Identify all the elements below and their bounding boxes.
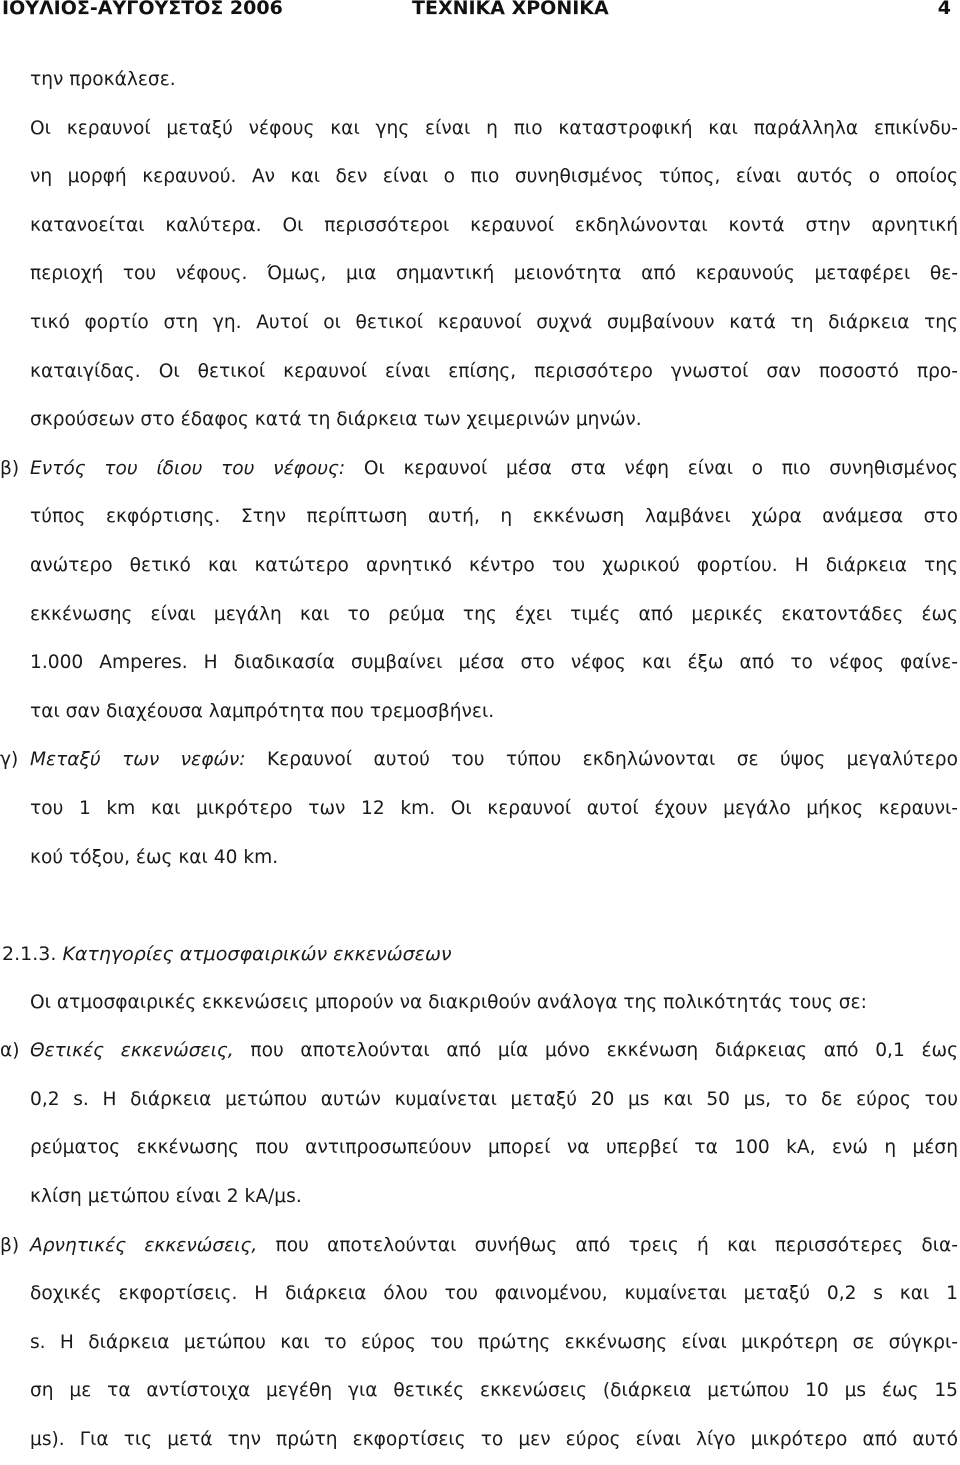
text-line: δοχικές εκφορτίσεις. Η διάρκεια όλου του φαινομένου, κυμαίνεται μεταξύ 0,2 s και 1 (30, 1283, 958, 1305)
list-item-intracloud (0, 445, 958, 737)
section-heading (2, 930, 958, 979)
text-line: κού τόξου, έως και 40 km. (30, 846, 279, 868)
paragraph-cloud-to-ground (30, 105, 958, 445)
header-publication-title: ΤΕΧΝΙΚΑ ΧΡΟΝΙΚΑ (412, 0, 609, 19)
text-line: 1.000 Amperes. Η διαδικασία συμβαίνει μέσα στο νέφος και έξω από το νέφος φαίνε- (30, 652, 958, 674)
text-line: κλίση μετώπου είναι 2 kA/μs. (30, 1186, 302, 1208)
text-line: μs). Για τις μετά την πρώτη εκφορτίσεις το μεν εύρος είναι λίγο μικρότερο από αυτό (30, 1429, 958, 1451)
list-item-negative-discharges (0, 1222, 959, 1465)
text-line: κατανοείται καλύτερα. Οι περισσότεροι κεραυνοί εκδηλώνονται κοντά στην αρνητική (30, 214, 958, 236)
text-line: ρεύματος εκκένωσης που αντιπροσωπεύουν μπορεί να υπερβεί τα 100 kA, ενώ η μέση (30, 1137, 958, 1159)
text-line: καταιγίδας. Οι θετικοί κεραυνοί είναι επίσης, περισσότερο γνωστοί σαν ποσοστό προ- (30, 360, 958, 382)
header-issue-date: ΙΟΥΛΙΟΣ-ΑΥΓΟΥΣΤΟΣ 2006 (2, 0, 283, 19)
text-line (30, 445, 958, 494)
section-number: 2.1.3. (2, 943, 57, 966)
text-line (30, 1222, 958, 1271)
list-marker: α) (0, 1040, 20, 1062)
section-title: Κατηγορίες ατμοσφαιρικών εκκενώσεων (62, 943, 452, 966)
page-header (0, 0, 960, 24)
document-body (0, 56, 959, 1465)
paragraph-intro (30, 979, 958, 1028)
list-marker: β) (0, 457, 20, 479)
paragraph-continuation (30, 56, 958, 105)
text-line: Οι κεραυνοί μεταξύ νέφους και γης είναι η πιο καταστροφική και παράλληλα επικίνδυ- (30, 117, 958, 139)
text-line (30, 1027, 958, 1076)
header-page-number: 4 (937, 0, 951, 19)
list-marker: β) (0, 1234, 20, 1256)
list-marker: γ) (0, 749, 19, 771)
text-line: τύπος εκφόρτισης. Στην περίπτωση αυτή, η εκκένωση λαμβάνει χώρα ανάμεσα στο (30, 506, 958, 528)
section-heading-line (2, 930, 958, 979)
text-line: ση με τα αντίστοιχα μεγέθη για θετικές εκκενώσεις (διάρκεια μετώπου 10 μs έως 15 (30, 1380, 958, 1402)
item-term: Θετικές εκκενώσεις, (30, 1040, 234, 1062)
text-line: 0,2 s. Η διάρκεια μετώπου αυτών κυμαίνεται μεταξύ 20 μs και 50 μs, το δε εύρος του (30, 1088, 958, 1110)
item-term: Αρνητικές εκκενώσεις, (30, 1234, 258, 1256)
text-line: ανώτερο θετικό και κατώτερο αρνητικό κέντρο του χωρικού φορτίου. Η διάρκεια της (30, 554, 958, 576)
item-text: Οι κεραυνοί μέσα στα νέφη είναι ο πιο συνηθισμένος (345, 457, 958, 479)
text-line: s. Η διάρκεια μετώπου και το εύρος του πρώτης εκκένωσης είναι μικρότερη σε σύγκρι- (30, 1331, 958, 1353)
text-line: εκκένωσης είναι μεγάλη και το ρεύμα της έχει τιμές από μερικές εκατοντάδες έως (30, 603, 958, 625)
text-line: τικό φορτίο στη γη. Αυτοί οι θετικοί κεραυνοί συχνά συμβαίνουν κατά τη διάρκεια της (30, 311, 958, 333)
section-gap (30, 882, 958, 930)
text-line: σκρούσεων στο έδαφος κατά τη διάρκεια των χειμερινών μηνών. (30, 409, 642, 431)
text-line: περιοχή του νέφους. Όμως, μια σημαντική μειονότητα από κεραυνούς μεταφέρει θε- (30, 263, 958, 285)
text-line: την προκάλεσε. (30, 69, 176, 90)
item-text: που αποτελούνται συνήθως από τρεις ή και περισσότερες δια- (257, 1234, 959, 1256)
text-line: ται σαν διαχέουσα λαμπρότητα που τρεμοσβήνει. (30, 700, 495, 722)
list-item-intercloud (0, 736, 958, 882)
item-term: Εντός του ίδιου του νέφους: (30, 457, 346, 479)
list-item-positive-discharges (0, 1027, 958, 1221)
item-text: που αποτελούνται από μία μόνο εκκένωση διάρκειας από 0,1 έως (233, 1040, 958, 1062)
item-term: Μεταξύ των νεφών: (30, 749, 246, 771)
item-text: Κεραυνοί αυτού του τύπου εκδηλώνονται σε ύψος μεγαλύτερο (245, 749, 958, 771)
text-line (30, 736, 958, 785)
text-line: Οι ατμοσφαιρικές εκκενώσεις μπορούν να διακριθούν ανάλογα της πολικότητάς τους σε: (30, 991, 867, 1013)
text-line: νη μορφή κεραυνού. Αν και δεν είναι ο πιο συνηθισμένος τύπος, είναι αυτός ο οποίος (30, 166, 958, 188)
text-line: του 1 km και μικρότερο των 12 km. Οι κεραυνοί αυτοί έχουν μεγάλο μήκος κεραυνι- (30, 797, 958, 819)
